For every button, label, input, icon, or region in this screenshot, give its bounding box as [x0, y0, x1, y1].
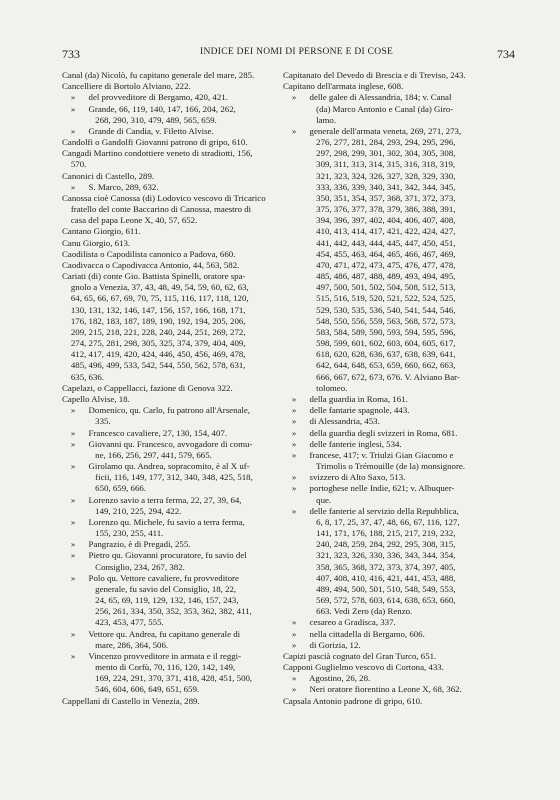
index-line: 335. [62, 416, 111, 427]
index-line: 149, 210, 225, 294, 422. [62, 505, 182, 516]
index-line: » della guardia in Roma, 161. [283, 393, 408, 404]
index-line: » delle fanterie al servizio della Repubblica, [283, 505, 459, 516]
index-line: 546, 604, 606, 649, 651, 659. [62, 684, 200, 695]
index-line: Cancelliere di Bortolo Alviano, 222. [62, 81, 191, 92]
index-line: que. [283, 494, 332, 505]
index-line: » Lorenzo savio a terra ferma, 22, 27, 39, 64, [62, 494, 242, 505]
index-line: 529, 530, 535, 536, 540, 541, 544, 546, [283, 304, 456, 315]
index-line: Caodivacca o Capodivacca Antonio, 44, 563, 582. [62, 259, 240, 270]
index-line: Capelazi, o Cappellacci, fazione di Genova 322. [62, 382, 233, 393]
index-line: Trimolis o Trémouille (de la) monsignore. [283, 461, 466, 472]
index-line: 130, 131, 132, 146, 147, 156, 157, 166, 168, 171, [62, 304, 246, 315]
index-line: mento di Corfù, 70, 116, 120, 142, 149, [62, 662, 236, 673]
index-line: » delle galee di Alessandria, 184; v. Canal [283, 92, 452, 103]
index-line: tolomeo. [283, 382, 348, 393]
index-line: 209, 215, 218, 221, 228, 240, 244, 251, 269, 272, [62, 326, 246, 337]
index-line: » Grande, 66, 119, 140, 147, 166, 204, 262, [62, 103, 236, 114]
index-line: ficii, 116, 149, 177, 312, 340, 348, 425, 518, [62, 472, 253, 483]
index-line: Caodilista o Capodilista canonico a Padova, 660. [62, 248, 236, 259]
index-line: » Neri oratore fiorentino a Leone X, 68, 362. [283, 684, 462, 695]
index-line: 6, 8, 17, 25, 37, 47, 48, 66, 67, 116, 127, [283, 516, 460, 527]
index-line: 176, 182, 183, 187, 189, 190, 192, 194, 205, 206, [62, 315, 246, 326]
index-line: 515, 516, 519, 520, 521, 522, 524, 525, [283, 293, 456, 304]
index-line: Consiglio, 234, 267, 382. [62, 561, 185, 572]
index-line: 635, 636. [62, 371, 105, 382]
index-line: 276, 277, 281, 284, 293, 294, 295, 296, [283, 137, 456, 148]
index-line: » portoghese nelle Indie, 621; v. Albuquer- [283, 483, 455, 494]
index-line: 497, 500, 501, 502, 504, 508, 512, 513, [283, 282, 456, 293]
index-line: 548, 550, 556, 559, 563, 568, 572, 573, [283, 315, 456, 326]
index-line: 642, 644, 648, 653, 659, 660, 662, 663, [283, 360, 456, 371]
index-line: Cangadi Martino condottiere veneto di stradiotti, 156, [62, 148, 253, 159]
running-header: INDICE DEI NOMI DI PERSONE E DI COSE [200, 47, 394, 57]
index-line: 663. Vedi Zero (da) Renzo. [283, 606, 413, 617]
index-line: Canonici di Castello, 289. [62, 170, 155, 181]
index-line: 274, 275, 281, 298, 305, 325, 374, 379, 404, 409, [62, 338, 246, 349]
index-line: Canossa cioè Canossa (di) Lodovico vescovo di Tricarico [62, 192, 266, 203]
index-line: 297, 298, 299, 301, 302, 304, 305, 308, [283, 148, 456, 159]
index-line: 485, 496, 499, 533, 542, 544, 550, 562, 578, 631, [62, 360, 246, 371]
index-line: 423, 453, 477, 555. [62, 617, 164, 628]
index-line: » nella cittadella di Bergamo, 606. [283, 628, 425, 639]
index-line: 350, 351, 354, 357, 368, 371, 372, 373, [283, 192, 456, 203]
index-line: » Grande di Candia, v. Filetto Alvise. [62, 125, 214, 136]
index-line: casa del papa Leone X, 40, 57, 652. [62, 215, 198, 226]
index-line: 407, 408, 410, 416, 421, 441, 453, 488, [283, 572, 456, 583]
index-line: » svizzero di Alto Saxo, 513. [283, 472, 406, 483]
index-line: 618, 620, 628, 636, 637, 638, 639, 641, [283, 349, 456, 360]
index-line: fratello del conte Baccarino di Canossa, maestro di [62, 204, 252, 215]
index-line: lamo. [283, 114, 337, 125]
index-line: » delle fantarie spagnole, 443. [283, 405, 410, 416]
index-line: 321, 323, 326, 330, 336, 343, 344, 354, [283, 550, 456, 561]
index-line: » S. Marco, 289, 632. [62, 181, 159, 192]
index-line: Capponi Guglielmo vescovo di Cortona, 433. [283, 662, 444, 673]
index-line: 240, 248, 259, 284, 292, 295, 308, 315, [283, 539, 456, 550]
index-line: Cariati (di) conte Gio. Battista Spinelli, oratore spa- [62, 271, 246, 282]
index-line: » Pangrazio, è di Pregadi, 255. [62, 539, 191, 550]
index-line: 583, 584, 589, 590, 593, 594, 595, 596, [283, 326, 456, 337]
index-line: 410, 413, 414, 417, 421, 422, 424, 427, [283, 226, 456, 237]
index-line: » Pietro qu. Giovanni procuratore, fu savio del [62, 550, 247, 561]
index-column-left [62, 70, 268, 707]
index-line: 358, 365, 368, 372, 373, 374, 397, 405, [283, 561, 456, 572]
index-line: 485, 486, 487, 488, 489, 493, 494, 495, [283, 271, 456, 282]
index-line: » Polo qu. Vettore cavaliere, fu provveditore [62, 572, 239, 583]
index-line: » cesareo a Gradisca, 337. [283, 617, 396, 628]
index-line: Canu Giorgio, 613. [62, 237, 131, 248]
index-line: Candolfi o Gandolfi Giovanni patrono di gripo, 610. [62, 137, 248, 148]
index-line: » Giovanni qu. Francesco, avvogadore di comu- [62, 438, 253, 449]
index-line: Cantano Giorgio, 611. [62, 226, 141, 237]
index-line: Capello Alvise, 18. [62, 393, 130, 404]
index-line: 375, 376, 377, 378, 379, 386, 388, 391, [283, 204, 456, 215]
index-line: Cappellani di Castello in Venezia, 289. [62, 695, 200, 706]
index-line: » Girolamo qu. Andrea, sopracomito, è al X uf- [62, 461, 250, 472]
index-line: » di Alessandria, 453. [283, 416, 380, 427]
index-line: 666, 667, 672, 673, 676. V. Alviano Bar- [283, 371, 460, 382]
index-line: 155, 230, 255, 411. [62, 528, 164, 539]
index-line: 256, 261, 334, 350, 352, 353, 362, 382, 411, [62, 606, 252, 617]
index-line: Canal (da) Nicolò, fu capitano generale del mare, 285. [62, 70, 255, 80]
index-line: 470, 471, 472, 473, 475, 476, 477, 478, [283, 259, 456, 270]
index-line: » di Gorizia, 12. [283, 639, 361, 650]
index-line: » delle fanterie inglesi, 534. [283, 438, 402, 449]
index-line: » francese, 417; v. Triulzi Gian Giacomo e [283, 449, 454, 460]
index-line: Capitano dell'armata inglese, 608. [283, 81, 404, 92]
index-line: generale, fu savio del Consiglio, 18, 22, [62, 583, 237, 594]
index-line: 141, 171, 176, 188, 215, 217, 219, 232, [283, 528, 456, 539]
index-line: 321, 323, 324, 326, 327, 328, 329, 330, [283, 170, 456, 181]
index-line: 454, 455, 463, 464, 465, 466, 467, 469, [283, 248, 456, 259]
index-line: 489, 494, 500, 501, 510, 548, 549, 553, [283, 583, 456, 594]
index-line: 570. [62, 159, 87, 170]
index-line: » Lorenzo qu. Michele, fu savio a terra ferma, [62, 516, 245, 527]
index-line: 64, 65, 66, 67, 69, 70, 75, 115, 116, 117, 118, 120, [62, 293, 249, 304]
index-line: ne, 166, 256, 297, 441, 579, 665. [62, 449, 212, 460]
index-line: 650, 659, 666. [62, 483, 147, 494]
page-number-left: 733 [62, 47, 80, 61]
index-line: Capizi pascià cognato del Gran Turco, 651. [283, 650, 437, 661]
index-line: » Vettore qu. Andrea, fu capitano generale di [62, 628, 241, 639]
index-line: Capitanato del Devedo di Brescia e di Treviso, 243. [283, 70, 466, 80]
index-line: mare, 286, 364, 506. [62, 639, 169, 650]
index-column-right [283, 70, 501, 707]
index-line: 169, 224, 291, 370, 371, 418, 428, 451, 500, [62, 673, 253, 684]
index-line: » Agostino, 26, 28. [283, 673, 371, 684]
index-line: 268, 290, 310, 479, 489, 565, 659. [62, 114, 217, 125]
index-line: » Vincenzo provveditore in armata e il reggi- [62, 650, 242, 661]
index-line: (da) Marco Antonio e Canal (da) Giro- [283, 103, 454, 114]
index-line: 569, 572, 578, 603, 614, 638, 653, 660, [283, 595, 456, 606]
index-line: 412, 417, 419, 420, 424, 446, 450, 456, 469, 478, [62, 349, 246, 360]
index-line: 394, 396, 397, 402, 404, 406, 407, 408, [283, 215, 456, 226]
index-line: » Francesco cavaliere, 27, 130, 154, 407. [62, 427, 228, 438]
index-line: Capsala Antonio padrone di gripo, 610. [283, 695, 423, 706]
index-line: gnolo a Venezia, 37, 43, 48, 49, 54, 59, 60, 62, 63, [62, 282, 249, 293]
index-line: 333, 336, 339, 340, 341, 342, 344, 345, [283, 181, 456, 192]
index-line: 598, 599, 601, 602, 603, 604, 605, 617, [283, 338, 456, 349]
index-line: 441, 442, 443, 444, 445, 447, 450, 451, [283, 237, 456, 248]
index-line: » Domenico, qu. Carlo, fu patrono all'Arsenale, [62, 405, 251, 416]
index-line: 309, 311, 313, 314, 315, 316, 318, 319, [283, 159, 456, 170]
index-line: 24, 65, 69, 119, 129, 132, 146, 157, 243, [62, 595, 239, 606]
index-line: » della guardia degli svizzeri in Roma, 681. [283, 427, 458, 438]
page-number-right: 734 [497, 47, 515, 61]
index-line: » del provveditore di Bergamo, 420, 421. [62, 92, 228, 103]
index-line: » generale dell'armata veneta, 269, 271, 273, [283, 125, 462, 136]
